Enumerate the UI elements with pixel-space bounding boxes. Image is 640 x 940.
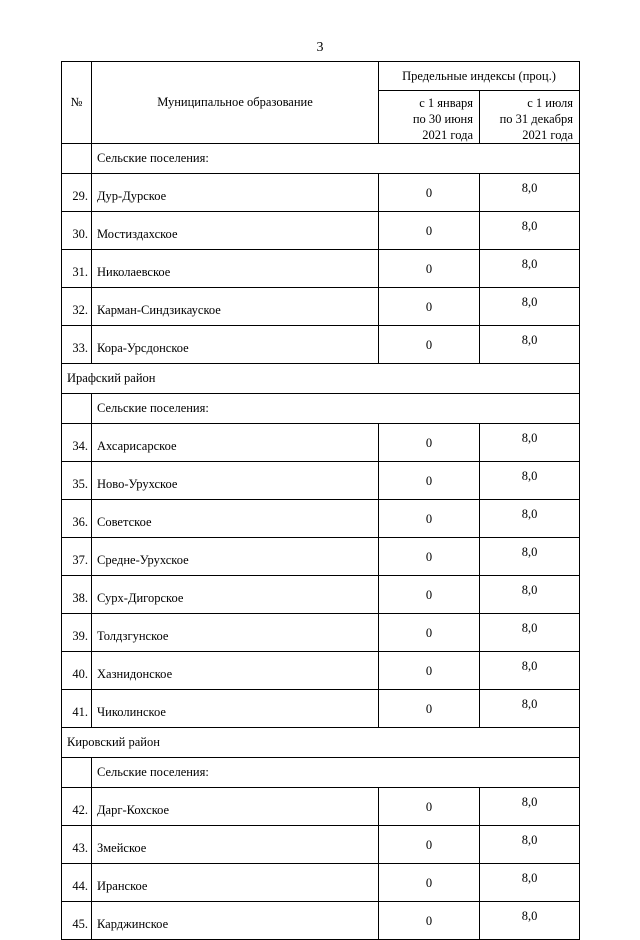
row-index-period-2: 8,0 xyxy=(480,288,580,326)
row-index-period-2: 8,0 xyxy=(480,250,580,288)
row-index-period-1: 0 xyxy=(379,174,480,212)
section-subheading: Сельские поселения: xyxy=(92,144,580,174)
row-index-period-1: 0 xyxy=(379,652,480,690)
section-subheading-row xyxy=(62,758,580,788)
table-row xyxy=(62,788,580,826)
column-header-period-1 xyxy=(379,91,480,144)
row-municipality: Кора-Урсдонское xyxy=(92,326,379,364)
row-number: 38. xyxy=(62,576,92,614)
row-municipality: Толдзгунское xyxy=(92,614,379,652)
row-municipality: Советское xyxy=(92,500,379,538)
row-index-period-1: 0 xyxy=(379,788,480,826)
section-subheading: Сельские поселения: xyxy=(92,758,580,788)
row-index-period-2: 8,0 xyxy=(480,326,580,364)
row-municipality: Мостиздахское xyxy=(92,212,379,250)
row-index-period-2: 8,0 xyxy=(480,212,580,250)
row-number: 37. xyxy=(62,538,92,576)
row-number: 43. xyxy=(62,826,92,864)
row-municipality: Иранское xyxy=(92,864,379,902)
section-subheading: Сельские поселения: xyxy=(92,394,580,424)
section-subheading-row xyxy=(62,144,580,174)
table-row xyxy=(62,250,580,288)
period-2-line-2: по 31 декабря xyxy=(499,112,573,126)
empty-number-cell xyxy=(62,144,92,174)
row-index-period-1: 0 xyxy=(379,576,480,614)
row-index-period-1: 0 xyxy=(379,424,480,462)
table-row xyxy=(62,288,580,326)
period-2-line-1: с 1 июля xyxy=(527,96,573,110)
row-index-period-2: 8,0 xyxy=(480,864,580,902)
table-row xyxy=(62,462,580,500)
district-row xyxy=(62,364,580,394)
row-number: 44. xyxy=(62,864,92,902)
table-row xyxy=(62,902,580,940)
row-number: 29. xyxy=(62,174,92,212)
row-municipality: Карман-Синдзикауское xyxy=(92,288,379,326)
row-index-period-2: 8,0 xyxy=(480,500,580,538)
table-row xyxy=(62,538,580,576)
column-header-number: № xyxy=(62,62,92,144)
row-municipality: Карджинское xyxy=(92,902,379,940)
table-row xyxy=(62,212,580,250)
table-row xyxy=(62,424,580,462)
tariff-index-table xyxy=(61,61,580,940)
row-index-period-1: 0 xyxy=(379,326,480,364)
row-municipality: Средне-Урухское xyxy=(92,538,379,576)
row-index-period-2: 8,0 xyxy=(480,652,580,690)
row-municipality: Сурх-Дигорское xyxy=(92,576,379,614)
empty-number-cell xyxy=(62,394,92,424)
table-row xyxy=(62,576,580,614)
period-1-line-2: по 30 июня xyxy=(412,112,473,126)
table-row xyxy=(62,652,580,690)
section-subheading-row xyxy=(62,394,580,424)
table-body xyxy=(62,144,580,940)
row-municipality: Николаевское xyxy=(92,250,379,288)
column-header-indices: Предельные индексы (проц.) xyxy=(379,62,580,91)
column-header-municipality: Муниципальное образование xyxy=(92,62,379,144)
table-row xyxy=(62,826,580,864)
table-row xyxy=(62,614,580,652)
row-number: 33. xyxy=(62,326,92,364)
row-index-period-2: 8,0 xyxy=(480,690,580,728)
row-index-period-1: 0 xyxy=(379,538,480,576)
row-index-period-2: 8,0 xyxy=(480,424,580,462)
row-index-period-1: 0 xyxy=(379,826,480,864)
row-number: 34. xyxy=(62,424,92,462)
row-index-period-1: 0 xyxy=(379,864,480,902)
table-row xyxy=(62,500,580,538)
row-index-period-2: 8,0 xyxy=(480,614,580,652)
page-number: 3 xyxy=(316,40,324,55)
row-index-period-1: 0 xyxy=(379,212,480,250)
row-municipality: Ахсарисарское xyxy=(92,424,379,462)
row-index-period-1: 0 xyxy=(379,690,480,728)
table-row xyxy=(62,326,580,364)
period-1-line-1: с 1 января xyxy=(419,96,473,110)
empty-number-cell xyxy=(62,758,92,788)
row-municipality: Дур-Дурское xyxy=(92,174,379,212)
row-index-period-1: 0 xyxy=(379,288,480,326)
table-row xyxy=(62,174,580,212)
row-municipality: Чиколинское xyxy=(92,690,379,728)
period-1-line-3: 2021 года xyxy=(422,128,473,142)
table-header-row xyxy=(62,62,580,91)
row-index-period-2: 8,0 xyxy=(480,174,580,212)
row-number: 39. xyxy=(62,614,92,652)
row-index-period-2: 8,0 xyxy=(480,538,580,576)
row-index-period-2: 8,0 xyxy=(480,788,580,826)
row-index-period-2: 8,0 xyxy=(480,462,580,500)
district-name: Ирафский район xyxy=(62,364,580,394)
row-municipality: Ново-Урухское xyxy=(92,462,379,500)
row-number: 35. xyxy=(62,462,92,500)
row-number: 30. xyxy=(62,212,92,250)
column-header-period-2 xyxy=(480,91,580,144)
table-row xyxy=(62,864,580,902)
row-number: 40. xyxy=(62,652,92,690)
district-row xyxy=(62,728,580,758)
district-name: Кировский район xyxy=(62,728,580,758)
row-index-period-2: 8,0 xyxy=(480,902,580,940)
row-index-period-1: 0 xyxy=(379,500,480,538)
row-number: 42. xyxy=(62,788,92,826)
row-municipality: Хазнидонское xyxy=(92,652,379,690)
row-number: 45. xyxy=(62,902,92,940)
row-municipality: Змейское xyxy=(92,826,379,864)
row-index-period-1: 0 xyxy=(379,902,480,940)
row-index-period-1: 0 xyxy=(379,250,480,288)
period-2-line-3: 2021 года xyxy=(522,128,573,142)
row-number: 31. xyxy=(62,250,92,288)
row-index-period-1: 0 xyxy=(379,614,480,652)
row-index-period-2: 8,0 xyxy=(480,826,580,864)
row-municipality: Дарг-Кохское xyxy=(92,788,379,826)
row-index-period-2: 8,0 xyxy=(480,576,580,614)
row-number: 41. xyxy=(62,690,92,728)
row-index-period-1: 0 xyxy=(379,462,480,500)
table-row xyxy=(62,690,580,728)
row-number: 36. xyxy=(62,500,92,538)
row-number: 32. xyxy=(62,288,92,326)
